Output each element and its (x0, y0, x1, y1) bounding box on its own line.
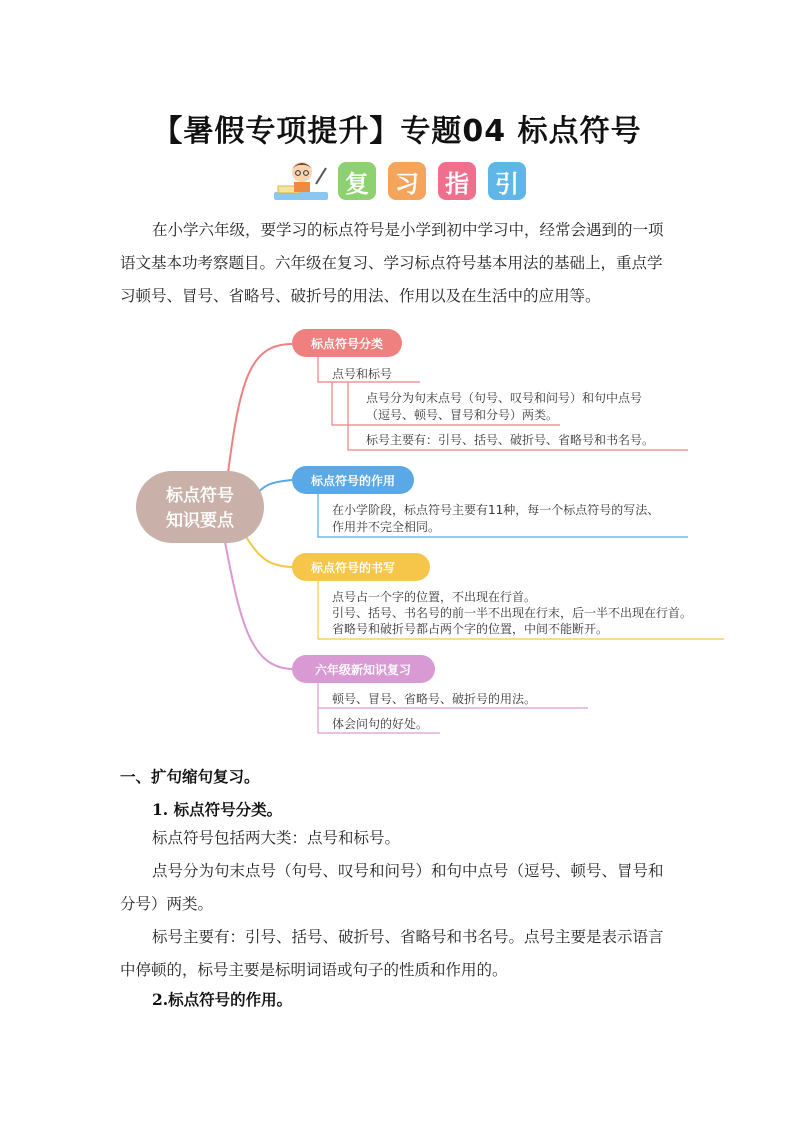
guide-tile-4: 引 (488, 162, 526, 200)
student-reading-icon (272, 158, 330, 204)
branch-3-item-1-line-2: 引号、括号、书名号的前一半不出现在行末，后一半不出现在行首。 (332, 606, 693, 620)
intro-line-1: 在小学六年级，要学习的标点符号是小学到初中学习中，经常会遇到的一项 (152, 221, 664, 239)
branch-3-item-1-line-1: 点号占一个字的位置，不出现在行首。 (332, 590, 537, 604)
paragraph-1: 标点符号包括两大类：点号和标号。 (152, 829, 401, 847)
branch-2-item-1-line-1: 在小学阶段，标点符号主要有11种，每一个标点符号的写法、 (332, 503, 660, 517)
knowledge-mindmap (0, 320, 794, 740)
intro-line-3: 习顿号、冒号、省略号、破折号的用法、作用以及在生活中的应用等。 (120, 287, 601, 305)
section-1-paragraphs (120, 822, 680, 987)
subheading-2: 2.标点符号的作用。 (152, 990, 293, 1009)
connector-branch-1 (228, 344, 292, 473)
guide-tile-1: 复 (338, 162, 376, 200)
branch-1-item-1: 点号和标号 (332, 367, 393, 381)
branch-4-label: 六年级新知识复习 (314, 663, 412, 677)
guide-tile-3: 指 (438, 162, 476, 200)
page-title: 【暑假专项提升】专题04 标点符号 (152, 114, 642, 149)
mindmap-center-node (136, 471, 264, 543)
intro-line-2: 语文基本功考察题目。六年级在复习、学习标点符号基本用法的基础上，重点学 (120, 254, 663, 272)
connector-branch-4 (225, 542, 292, 669)
review-guide-banner (272, 158, 538, 204)
center-line-1: 标点符号 (166, 486, 234, 506)
connector-branch-3 (245, 535, 292, 567)
subheading-1: 1. 标点符号分类。 (152, 800, 283, 819)
branch-3-item-1-line-3: 省略号和破折号都占两个字的位置，中间不能断开。 (332, 622, 609, 636)
paragraph-2-line-2: 分号）两类。 (120, 895, 214, 913)
branch-1-item-2-line-1: 点号分为句末点号（句号、叹号和问号）和句中点号 (366, 391, 643, 405)
intro-paragraph (120, 214, 680, 313)
center-line-2: 知识要点 (166, 511, 234, 531)
branch-2-label: 标点符号的作用 (310, 474, 396, 488)
branch-3-label: 标点符号的书写 (310, 561, 396, 575)
branch-1-item-3: 标号主要有：引号、括号、破折号、省略号和书名号。 (366, 433, 655, 447)
section-1-heading: 一、扩句缩句复习。 (120, 767, 260, 786)
branch-1-item-2-line-2: （逗号、顿号、冒号和分号）两类。 (366, 408, 559, 422)
paragraph-2-line-1: 点号分为句末点号（句号、叹号和问号）和句中点号（逗号、顿号、冒号和 (152, 862, 664, 880)
branch-4-item-2: 体会问句的好处。 (332, 717, 429, 731)
guide-tile-2: 习 (388, 162, 426, 200)
branch-2-item-1-line-2: 作用并不完全相同。 (332, 520, 441, 534)
paragraph-3-line-2: 中停顿的，标号主要是标明词语或句子的性质和作用的。 (120, 961, 508, 979)
paragraph-3-line-1: 标号主要有：引号、括号、破折号、省略号和书名号。点号主要是表示语言 (152, 928, 664, 946)
branch-1-label: 标点符号分类 (310, 337, 384, 351)
branch-4-item-1: 顿号、冒号、省略号、破折号的用法。 (332, 692, 537, 706)
